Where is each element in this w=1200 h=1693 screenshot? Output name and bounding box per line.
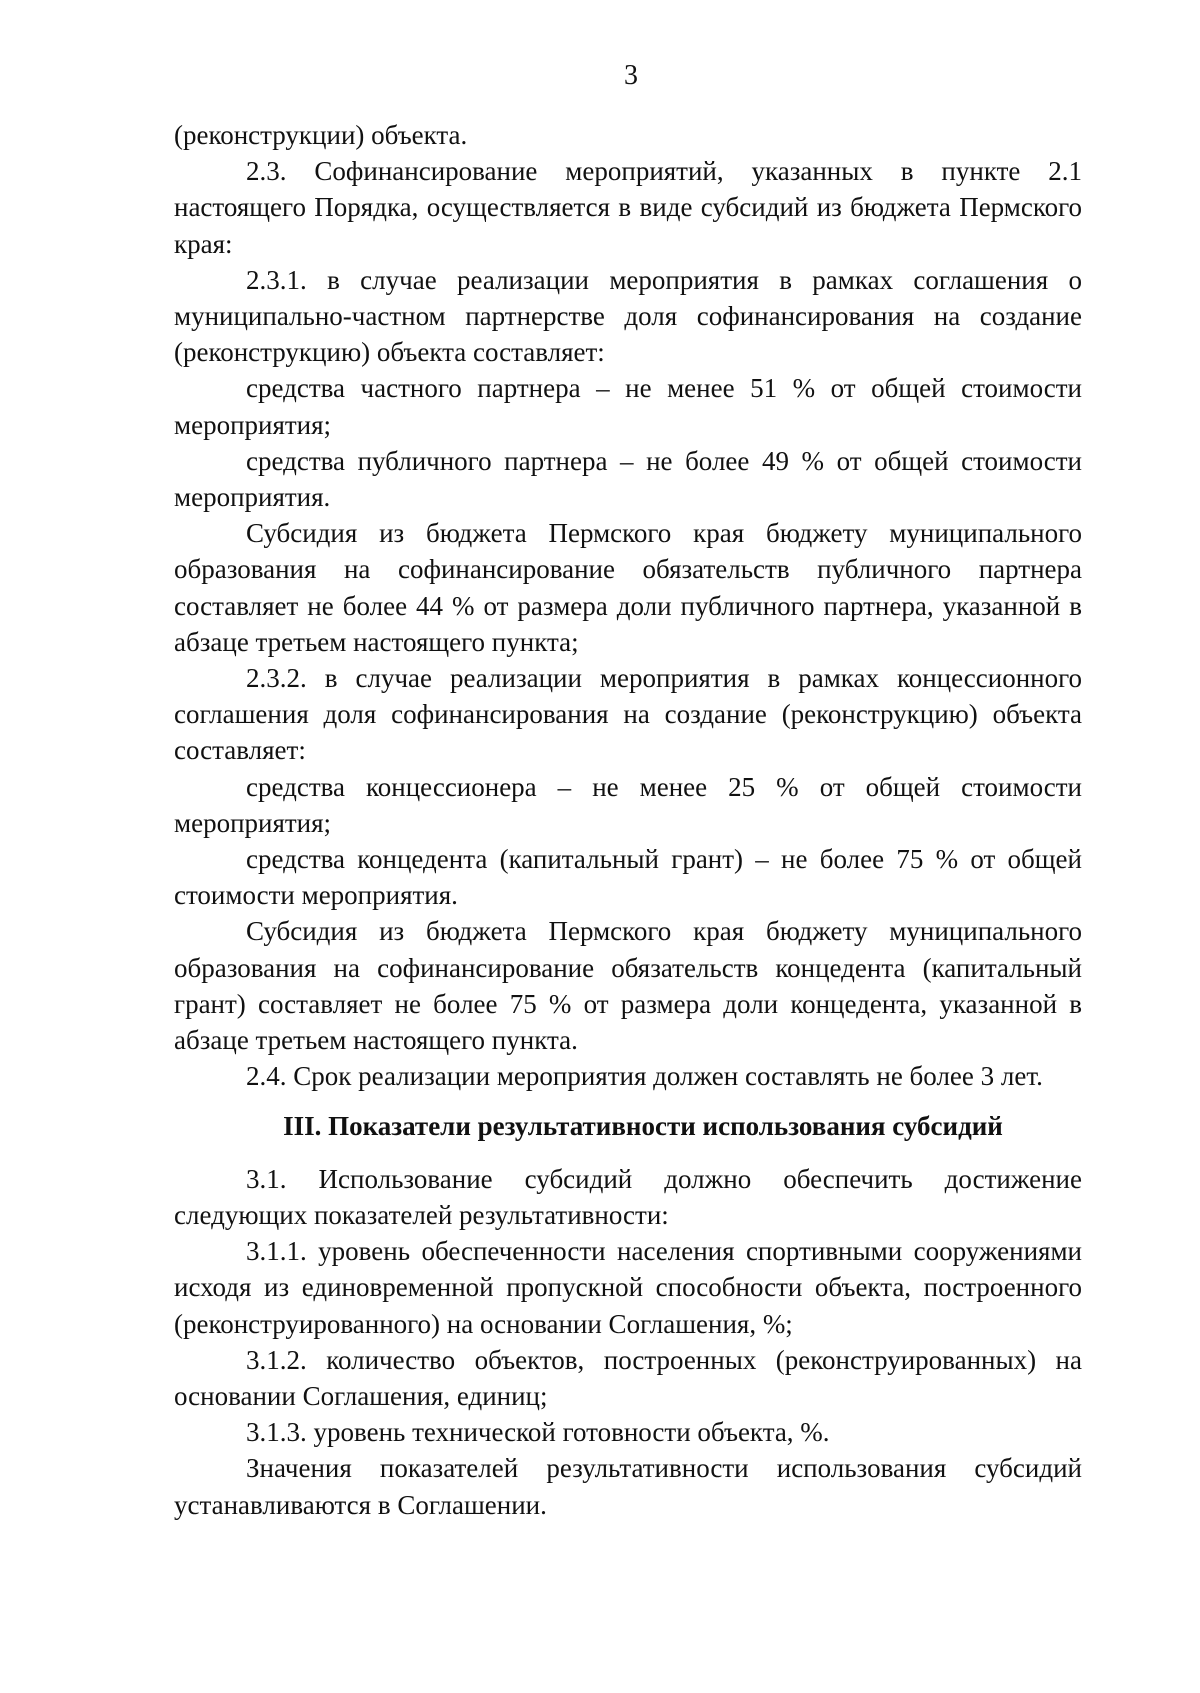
paragraph-indicator-values: Значения показателей результативности использования субсидий устанавливаются в Соглашении. [174, 1453, 1082, 1520]
paragraph-2-4: 2.4. Срок реализации мероприятия должен составлять не более 3 лет. [246, 1061, 1043, 1092]
paragraph-2-3-2: 2.3.2. в случае реализации мероприятия в рамках концессионного соглашения доля софинансирования на создание (реконструкцию) объекта составляет: [174, 663, 1082, 766]
paragraph-concessionaire-share: средства концессионера – не менее 25 % от общей стоимости мероприятия; [174, 771, 1082, 838]
paragraph-2-3: 2.3. Софинансирование мероприятий, указанных в пункте 2.1 настоящего Порядка, осуществляется в виде субсидий из бюджета Пермского края: [174, 156, 1082, 259]
document-body [174, 117, 1082, 1523]
paragraph-subsidy-public-partner: Субсидия из бюджета Пермского края бюджету муниципального образования на софинансирование обязательств публичного партнера составляет не более 44 % от размера доли публичного партнера, указанной в абзаце третьем настоящего пункта; [174, 518, 1082, 657]
paragraph-subsidy-grantor: Субсидия из бюджета Пермского края бюджету муниципального образования на софинансирование обязательств концедента (капитальный грант) составляет не более 75 % от размера доли концедента, указанной в абзаце третьем настоящего пункта. [174, 916, 1082, 1056]
paragraph-grantor-share: средства концедента (капитальный грант) – не более 75 % от общей стоимости мероприятия. [174, 844, 1082, 911]
paragraph-3-1-1: 3.1.1. уровень обеспеченности населения спортивными сооружениями исходя из единовременной пропускной способности объекта, построенного (реконструированного) на основании Соглашения, %; [174, 1236, 1082, 1339]
paragraph-3-1: 3.1. Использование субсидий должно обеспечить достижение следующих показателей результативности: [174, 1163, 1082, 1230]
paragraph-2-3-1: 2.3.1. в случае реализации мероприятия в рамках соглашения о муниципально-частном партнерстве доля софинансирования на создание (реконструкцию) объекта составляет: [174, 264, 1082, 368]
paragraph-public-partner-share: средства публичного партнера – не более 49 % от общей стоимости мероприятия. [174, 445, 1082, 513]
section-heading: III. Показатели результативности использования субсидий [283, 1111, 1003, 1142]
paragraph-3-1-2: 3.1.2. количество объектов, построенных (реконструированных) на основании Соглашения, единиц; [174, 1344, 1082, 1411]
page-number: 3 [624, 60, 638, 91]
paragraph-continuation: (реконструкции) объекта. [174, 120, 468, 150]
paragraph-private-partner-share: средства частного партнера – не менее 51 % от общей стоимости мероприятия; [174, 373, 1082, 440]
paragraph-3-1-3: 3.1.3. уровень технической готовности объекта, %. [246, 1417, 830, 1448]
